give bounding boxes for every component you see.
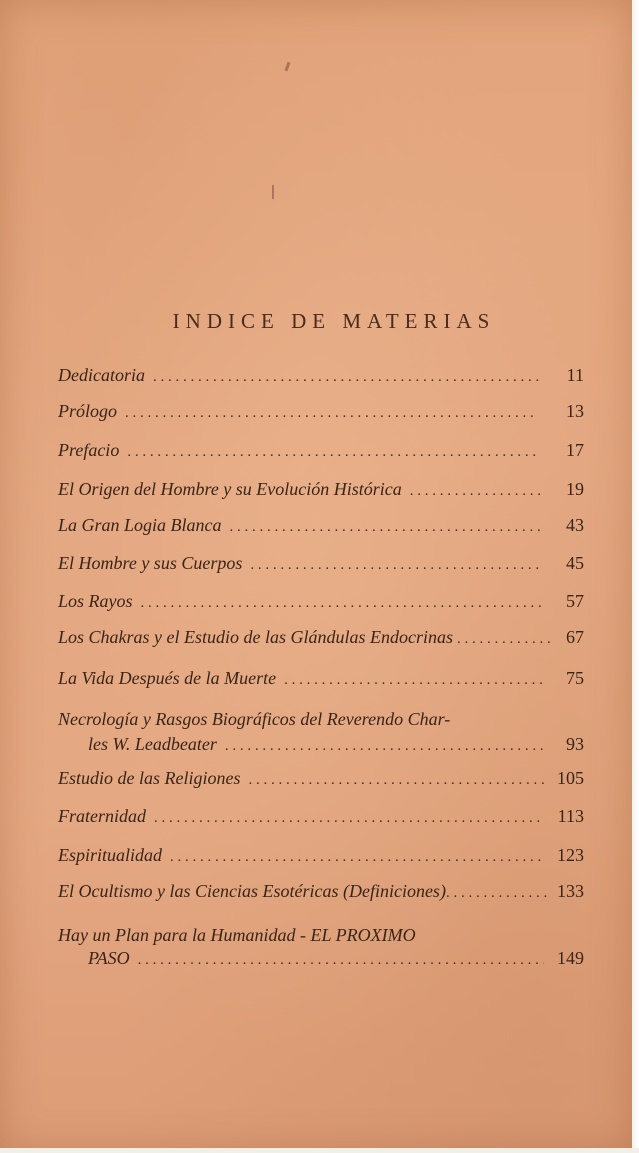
toc-entry [58,439,584,463]
toc-entry-title-cont: les W. Leadbeater [88,734,217,754]
dot-leader [125,402,544,424]
dot-leader [248,769,544,791]
toc-entry [58,626,584,650]
toc-entry-page: 67 [566,627,584,647]
dot-leader [250,554,544,576]
toc-entry [58,924,584,971]
dot-leader [284,669,544,691]
toc-entry-page: 43 [566,515,584,535]
toc-entry-title: Necrología y Rasgos Biográficos del Reverendo Char- [58,709,451,729]
toc-entry [58,400,584,424]
dot-leader [457,628,550,650]
toc-entry-page: 75 [566,668,584,688]
toc-entry-title: Los Chakras y el Estudio de las Glándulas Endocrinas [58,627,453,647]
toc-entry-page: 19 [566,479,584,499]
ink-speck [285,62,291,71]
dot-leader [410,480,544,502]
toc-entry-title: El Ocultismo y las Ciencias Esotéricas (Definiciones) [58,881,446,901]
toc-entry-title: Dedicatoria [58,365,145,385]
dot-leader [225,735,544,757]
toc-entry-page: 113 [557,806,584,826]
toc-entry-title: La Gran Logia Blanca [58,515,222,535]
toc-entry-page: 17 [566,440,584,460]
toc-entry [58,514,584,538]
toc-entry [58,667,584,691]
dot-leader [153,366,544,388]
toc-entry-title: Hay un Plan para la Humanidad - EL PROXIMO [58,925,416,945]
toc-entry-title: Espiritualidad [58,845,163,865]
toc-entry-title: El Hombre y sus Cuerpos [58,553,243,573]
toc-entry-title: Prefacio [58,440,120,460]
dot-leader [170,846,544,868]
toc-entry [58,364,584,388]
toc-entry [58,708,584,757]
toc-entry-page: 45 [566,553,584,573]
toc-entry-title: La Vida Después de la Muerte [58,668,277,688]
page-title: INDICE DE MATERIAS [172,309,496,333]
page-bottom-edge [0,1148,639,1153]
ink-speck [272,185,274,199]
toc-entry-page: 93 [566,734,584,754]
toc-entry-page: 133 [557,881,584,901]
toc-entry-page: 105 [557,768,584,788]
toc-entry [58,478,584,502]
toc-entry [58,805,584,829]
toc-entry-page: 11 [566,365,584,385]
toc-entry [58,880,584,904]
toc-entry-page: 123 [557,845,584,865]
toc-entry-title: El Origen del Hombre y su Evolución Histórica [58,479,402,499]
dot-leader [138,949,544,971]
toc-entry [58,590,584,614]
dot-leader [154,807,544,829]
toc-entry-title: Fraternidad [58,806,146,826]
toc-entry-title: Estudio de las Religiones [58,768,241,788]
page-right-edge [632,0,639,1153]
toc-entry [58,552,584,576]
toc-entry-page: 149 [557,948,584,968]
dot-leader [446,882,550,904]
dot-leader [127,441,544,463]
toc-entry-title: Los Rayos [58,591,133,611]
toc-entry [58,767,584,791]
toc-entry-title-cont: PASO [88,948,130,968]
dot-leader [141,592,544,614]
toc-entry-page: 13 [566,401,584,421]
toc-entry-page: 57 [566,591,584,611]
toc-entry-title: Prólogo [58,401,118,421]
dot-leader [230,516,544,538]
toc-entry [58,844,584,868]
